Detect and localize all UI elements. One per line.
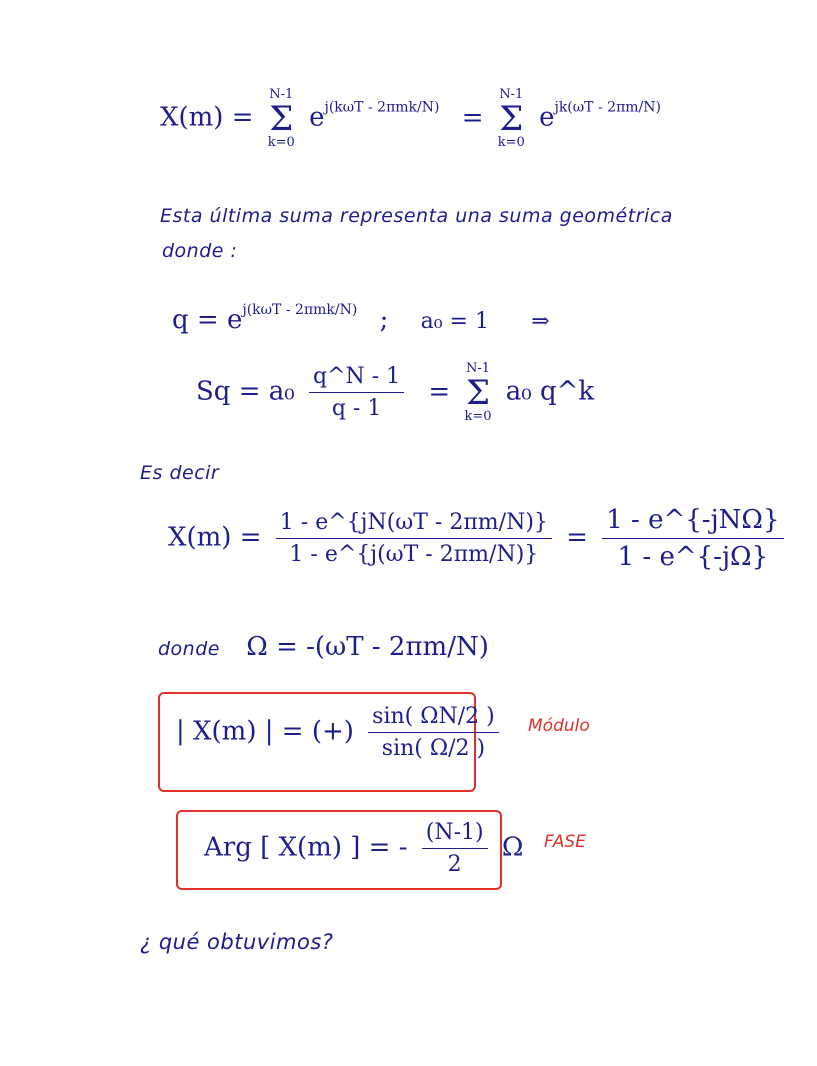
equation-modulus bbox=[176, 704, 505, 761]
eq3-equals: = bbox=[428, 376, 451, 407]
equation-omega-definition bbox=[158, 632, 489, 662]
label-modulo: Módulo bbox=[528, 716, 590, 736]
eq2-exp: j(kωT - 2πmk/N) bbox=[242, 302, 358, 318]
eq6-num: sin( ΩN/2 ) bbox=[368, 704, 499, 733]
equation-ratio-q bbox=[172, 302, 550, 335]
equation-closed-form bbox=[168, 505, 790, 572]
eq1-term1-exp: j(kωT - 2πmk/N) bbox=[324, 99, 440, 116]
eq6-lhs: | X(m) | = (+) bbox=[176, 716, 354, 747]
note-es-decir: Es decir bbox=[140, 462, 220, 484]
eq3-term: a₀ q^k bbox=[505, 376, 595, 407]
eq6-fraction bbox=[368, 704, 499, 761]
question-que-obtuvimos: ¿ qué obtuvimos? bbox=[140, 930, 334, 954]
eq4-den1: 1 - e^{j(ωT - 2πm/N)} bbox=[289, 542, 539, 567]
eq4-num2: 1 - e^{-jNΩ} bbox=[602, 505, 783, 539]
eq4-num1: 1 - e^{jN(ωT - 2πm/N)} bbox=[276, 510, 552, 539]
eq1-term2-base: e bbox=[539, 102, 555, 133]
eq1-term2-exp: jk(ωT - 2πm/N) bbox=[554, 99, 661, 116]
eq2-a0: a₀ = 1 bbox=[420, 309, 489, 334]
equation-dft-sum bbox=[160, 88, 661, 149]
eq6-den: sin( Ω/2 ) bbox=[381, 736, 486, 761]
eq4-lhs: X(m) = bbox=[168, 522, 262, 553]
eq7-tail: Ω bbox=[501, 832, 524, 863]
note-geometric-sum-line1: Esta última suma representa una suma geométrica bbox=[160, 205, 673, 227]
eq4-fraction-2 bbox=[602, 505, 783, 572]
eq3-sum: N-1 Σ k=0 bbox=[464, 361, 492, 424]
note-geometric-sum-line2: donde : bbox=[162, 240, 238, 262]
eq1-lhs: X(m) = bbox=[160, 102, 254, 133]
eq1-equals: = bbox=[461, 102, 484, 133]
eq7-fraction bbox=[422, 820, 488, 877]
eq3-den: q - 1 bbox=[331, 396, 382, 422]
equation-phase bbox=[204, 820, 523, 877]
eq1-sum1: N-1 Σ k=0 bbox=[267, 87, 295, 150]
eq5-text: Ω = -(ωT - 2πm/N) bbox=[246, 632, 489, 662]
eq1-sum2: N-1 Σ k=0 bbox=[497, 87, 525, 150]
eq2-lhs: q = e bbox=[172, 305, 243, 335]
eq7-den: 2 bbox=[447, 852, 462, 877]
eq4-fraction-1 bbox=[276, 510, 552, 567]
eq7-num: (N-1) bbox=[422, 820, 488, 849]
eq1-term1-base: e bbox=[309, 102, 325, 133]
equation-geometric-sum bbox=[196, 362, 594, 423]
eq3-num: q^N - 1 bbox=[309, 364, 404, 393]
eq5-prefix: donde bbox=[158, 638, 220, 660]
eq7-lhs: Arg [ X(m) ] = - bbox=[204, 832, 408, 863]
eq3-fraction bbox=[309, 364, 404, 421]
eq2-sep: ; bbox=[379, 305, 389, 335]
label-fase: FASE bbox=[544, 832, 586, 852]
eq4-den2: 1 - e^{-jΩ} bbox=[617, 542, 769, 572]
eq2-implies: ⇒ bbox=[531, 309, 550, 334]
eq4-equals: = bbox=[566, 522, 588, 553]
eq3-lhs: Sq = a₀ bbox=[196, 376, 295, 407]
